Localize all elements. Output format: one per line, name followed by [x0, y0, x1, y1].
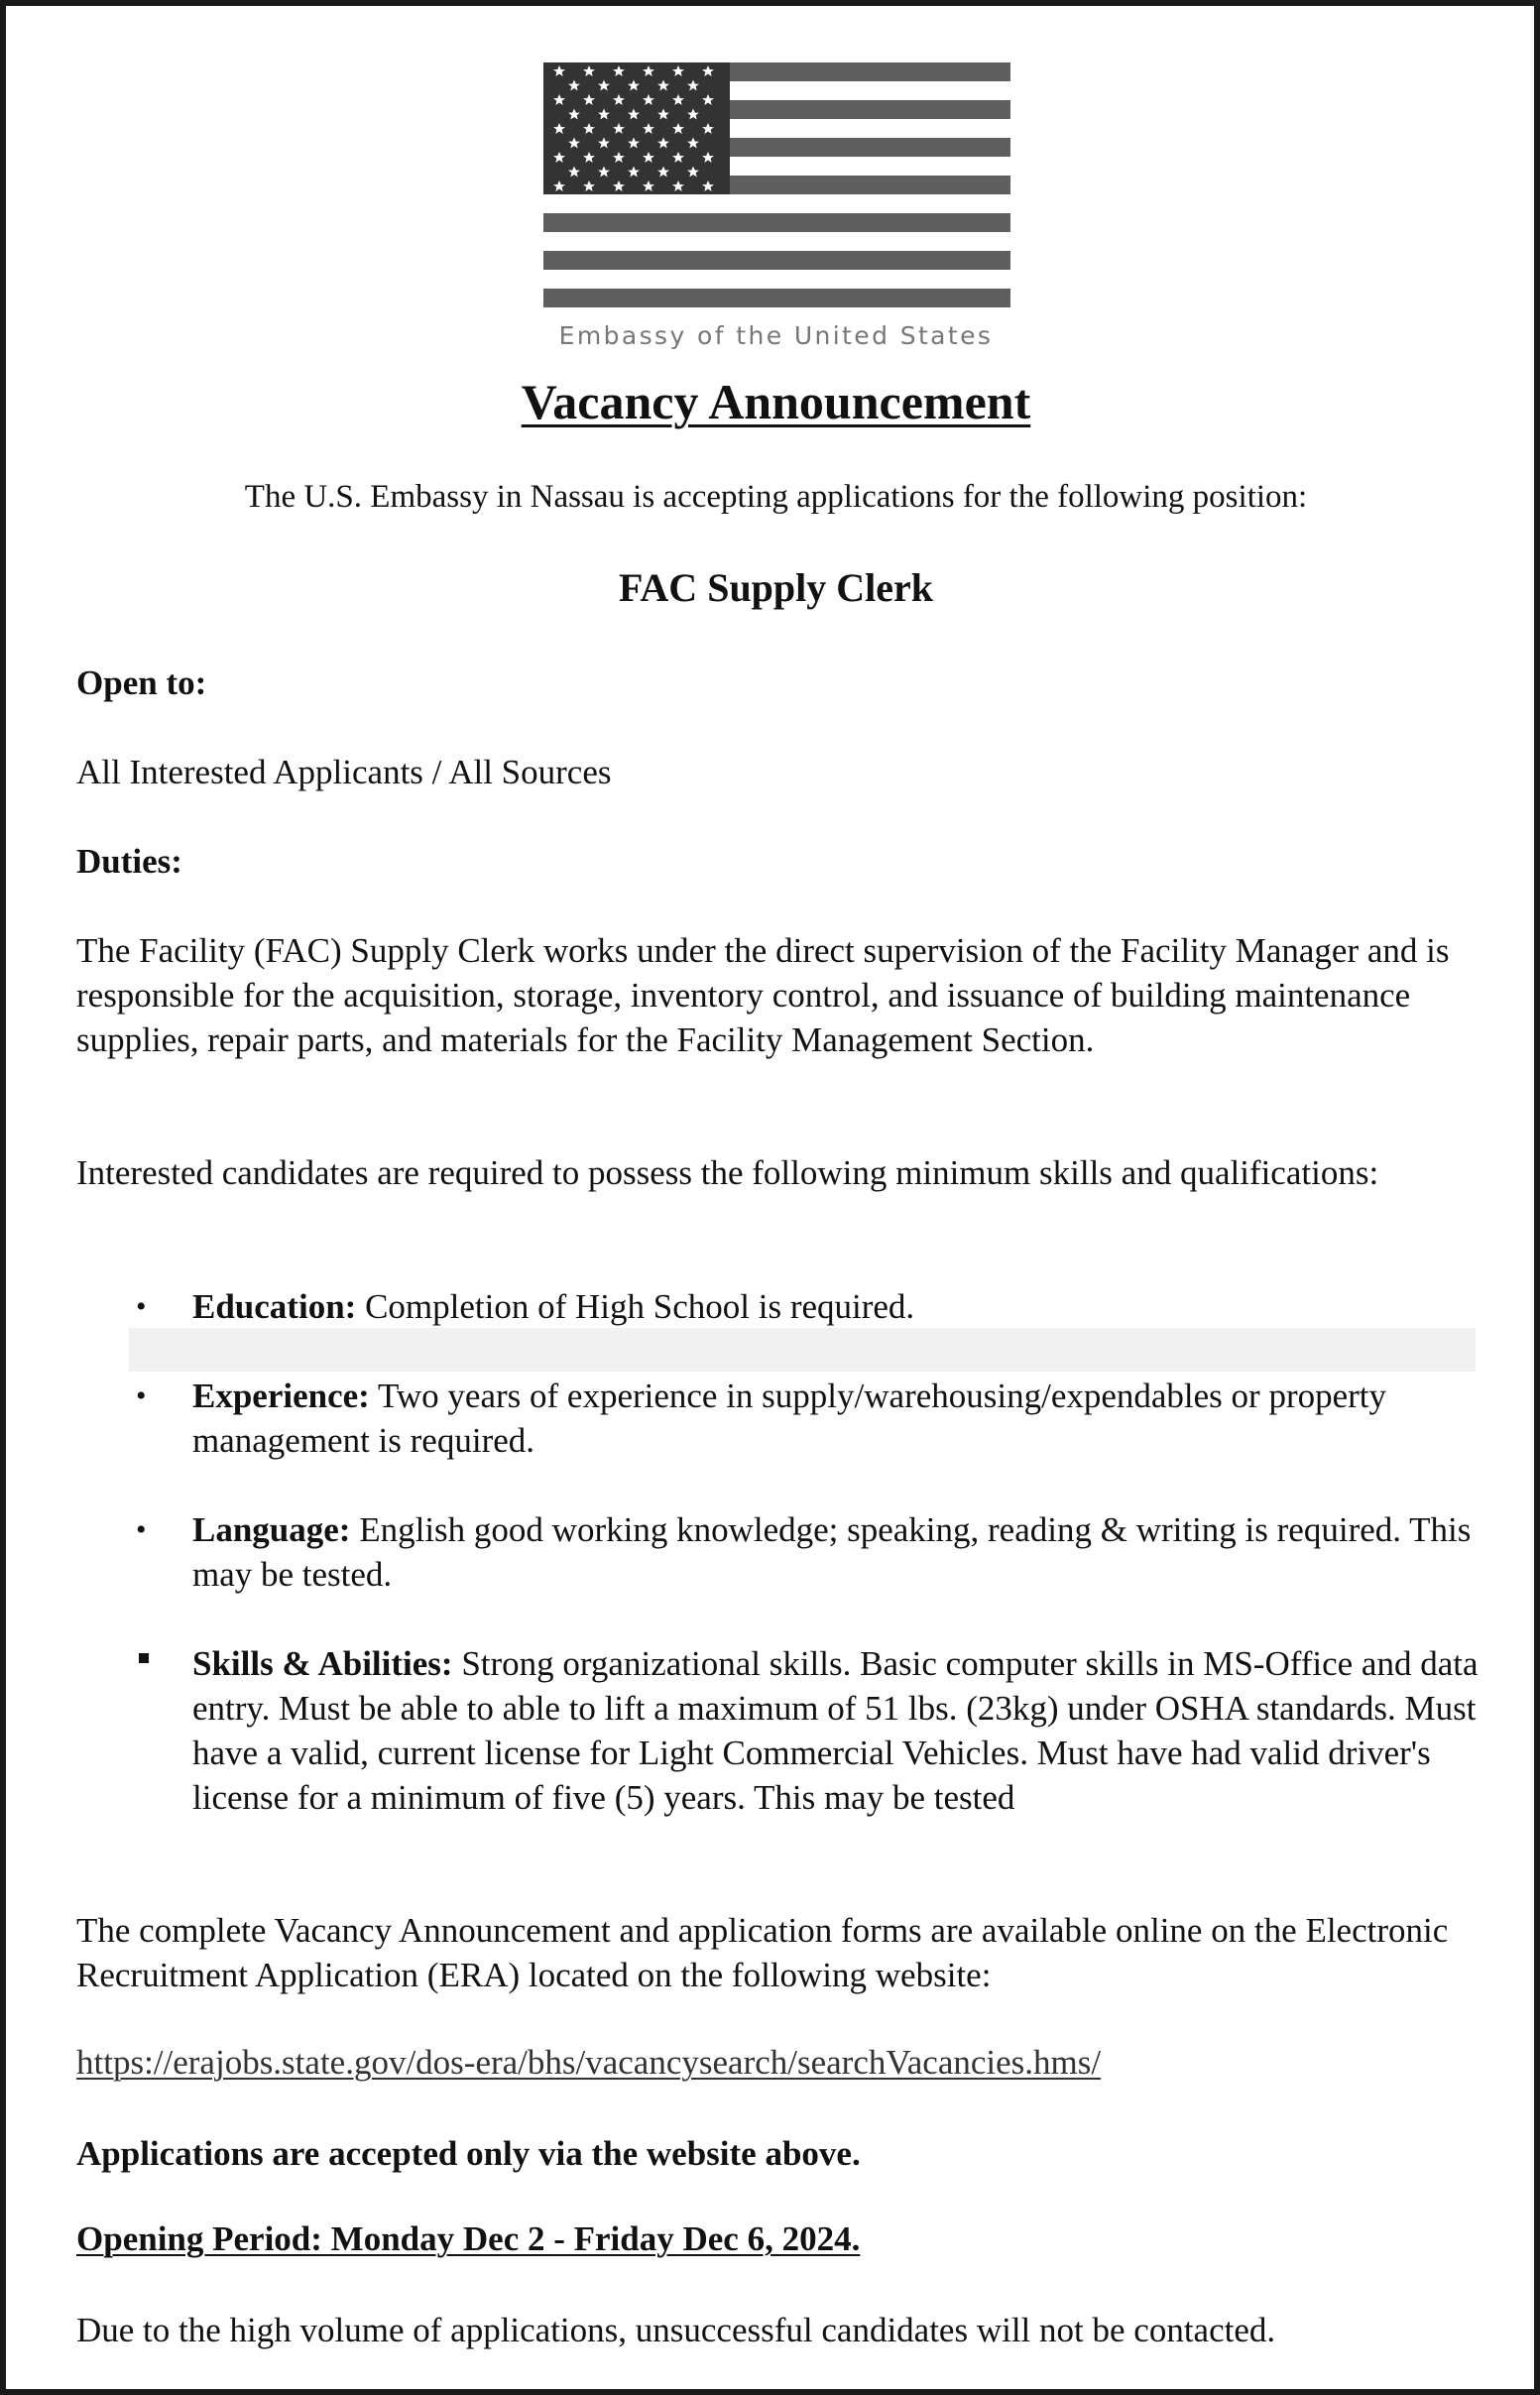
era-website-link[interactable]: https://erajobs.state.gov/dos-era/bhs/vacancysearch/searchVacancies.hms/ — [76, 2043, 1102, 2082]
flag-canton — [543, 62, 730, 194]
bullet-icon: • — [136, 1290, 147, 1323]
application-info: The complete Vacancy Announcement and application forms are available online on the Electronic Recruitment Application (ERA) located on the following website: — [76, 1911, 1449, 1994]
requirements-intro: Interested candidates are required to possess the following minimum skills and qualifications: — [76, 1153, 1379, 1192]
bullet-icon: • — [136, 1513, 147, 1546]
duties-description: The Facility (FAC) Supply Clerk works under the direct supervision of the Facility Manager and is responsible for the acquisition, storage, inventory control, and issuance of building maintenance supplies, repair parts, and materials for the Facility Management Section. — [76, 931, 1450, 1059]
opening-period: Opening Period: Monday Dec 2 - Friday Dec 6, 2024. — [76, 2219, 861, 2258]
requirement-text: Two years of experience in supply/warehousing/expendables or property management is required. — [192, 1377, 1387, 1460]
embassy-caption: Embassy of the United States — [558, 321, 994, 350]
requirement-text: English good working knowledge; speaking, reading & writing is required. This may be tested. — [192, 1510, 1472, 1594]
requirement-label: Education: — [192, 1287, 357, 1326]
highlight-band — [129, 1328, 1476, 1372]
requirement-text: Strong organizational skills. Basic computer skills in MS-Office and data entry. Must be able to able to lift a maximum of 51 lbs. (23kg) under OSHA standards. Must have a valid, current license for Light Commercial Vehicles. Must have had valid driver's license for a minimum of five (5) years. This may be tested — [192, 1644, 1479, 1817]
bullet-icon: • — [136, 1379, 147, 1412]
open-to-heading: Open to: — [76, 663, 207, 702]
position-title: FAC Supply Clerk — [618, 565, 934, 610]
requirement-education — [192, 1284, 1481, 1329]
page-title: Vacancy Announcement — [521, 374, 1031, 429]
stars-icon — [543, 62, 730, 194]
requirement-label: Language: — [192, 1510, 351, 1549]
requirement-skills — [192, 1641, 1481, 1820]
footer-note: Due to the high volume of applications, unsuccessful candidates will not be contacted. — [76, 2311, 1276, 2349]
requirement-language — [192, 1507, 1481, 1597]
duties-heading: Duties: — [76, 842, 182, 881]
requirement-text: Completion of High School is required. — [356, 1287, 915, 1326]
requirement-experience — [192, 1374, 1481, 1463]
open-to-value: All Interested Applicants / All Sources — [76, 753, 612, 791]
requirement-label: Skills & Abilities: — [192, 1644, 453, 1683]
requirement-label: Experience: — [192, 1377, 370, 1415]
us-flag-icon — [543, 62, 1010, 308]
application-note: Applications are accepted only via the website above. — [76, 2134, 861, 2173]
square-bullet-icon — [139, 1653, 149, 1663]
intro-text: The U.S. Embassy in Nassau is accepting applications for the following position: — [244, 479, 1308, 515]
